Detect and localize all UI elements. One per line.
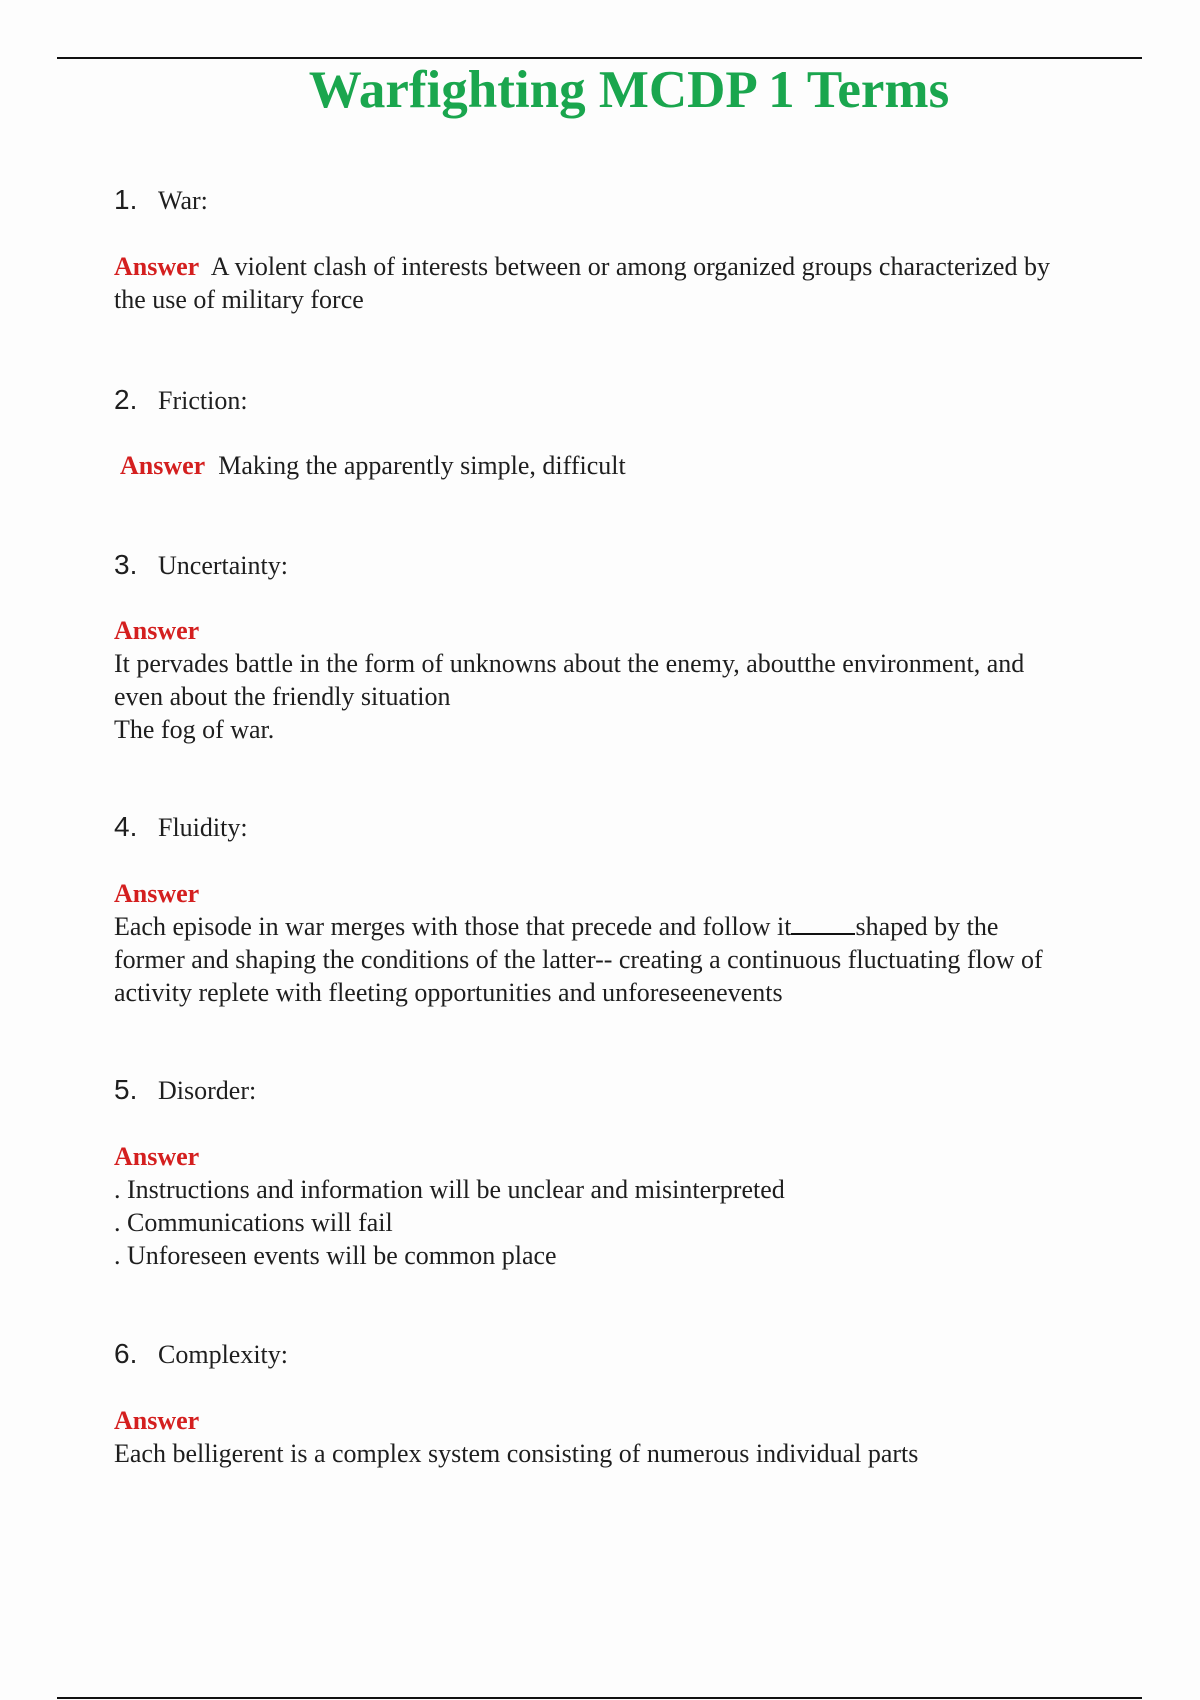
term-label: Uncertainty: bbox=[158, 551, 288, 580]
bottom-rule bbox=[57, 1697, 1142, 1699]
answer-3 bbox=[114, 614, 1134, 746]
term-5 bbox=[114, 1074, 256, 1107]
term-label: Fluidity: bbox=[158, 813, 248, 842]
term-label: Complexity: bbox=[158, 1340, 288, 1369]
fill-in-blank bbox=[791, 911, 855, 935]
answer-label: Answer bbox=[114, 1142, 200, 1171]
term-number: 3. bbox=[114, 549, 138, 580]
answer-text-line: former and shaping the conditions of the latter-- creating a continuous fluctuating flow of bbox=[114, 945, 1043, 974]
answer-label: Answer bbox=[114, 252, 200, 281]
term-number: 4. bbox=[114, 811, 138, 842]
answer-label: Answer bbox=[114, 1406, 200, 1435]
term-2 bbox=[114, 384, 248, 417]
answer-1 bbox=[114, 250, 1134, 316]
answer-text-line: It pervades battle in the form of unknowns about the enemy, aboutthe environment, and bbox=[114, 649, 1025, 678]
term-label: Friction: bbox=[158, 386, 248, 415]
answer-2 bbox=[120, 449, 1140, 482]
answer-text-line: . Communications will fail bbox=[114, 1208, 393, 1237]
term-label: Disorder: bbox=[158, 1076, 257, 1105]
answer-text-line: shaped by the bbox=[855, 912, 999, 941]
answer-5 bbox=[114, 1140, 1134, 1272]
term-number: 2. bbox=[114, 384, 138, 415]
answer-text-line: . Unforeseen events will be common place bbox=[114, 1241, 557, 1270]
term-3 bbox=[114, 549, 288, 582]
answer-4 bbox=[114, 877, 1134, 1009]
answer-text-line: Each episode in war merges with those that precede and follow it bbox=[114, 912, 792, 941]
answer-6 bbox=[114, 1404, 1134, 1470]
answer-text-line: A violent clash of interests between or among organized groups characterized by bbox=[210, 252, 1050, 281]
term-6 bbox=[114, 1338, 288, 1371]
term-label: War: bbox=[158, 186, 208, 215]
answer-text-line: . Instructions and information will be unclear and misinterpreted bbox=[114, 1175, 785, 1204]
term-number: 5. bbox=[114, 1074, 138, 1105]
answer-text-line: The fog of war. bbox=[114, 715, 275, 744]
answer-label: Answer bbox=[120, 451, 206, 480]
answer-label: Answer bbox=[114, 879, 200, 908]
answer-text-line: activity replete with fleeting opportunities and unforeseenevents bbox=[114, 978, 783, 1007]
answer-text-line: Making the apparently simple, difficult bbox=[218, 451, 626, 480]
term-4 bbox=[114, 811, 248, 844]
term-number: 1. bbox=[114, 184, 138, 215]
answer-text-line: the use of military force bbox=[114, 285, 364, 314]
term-1 bbox=[114, 184, 208, 217]
answer-text-line: Each belligerent is a complex system consisting of numerous individual parts bbox=[114, 1439, 919, 1468]
answer-text-line: even about the friendly situation bbox=[114, 682, 451, 711]
term-number: 6. bbox=[114, 1338, 138, 1369]
page-title: Warfighting MCDP 1 Terms bbox=[308, 61, 950, 119]
answer-label: Answer bbox=[114, 616, 200, 645]
